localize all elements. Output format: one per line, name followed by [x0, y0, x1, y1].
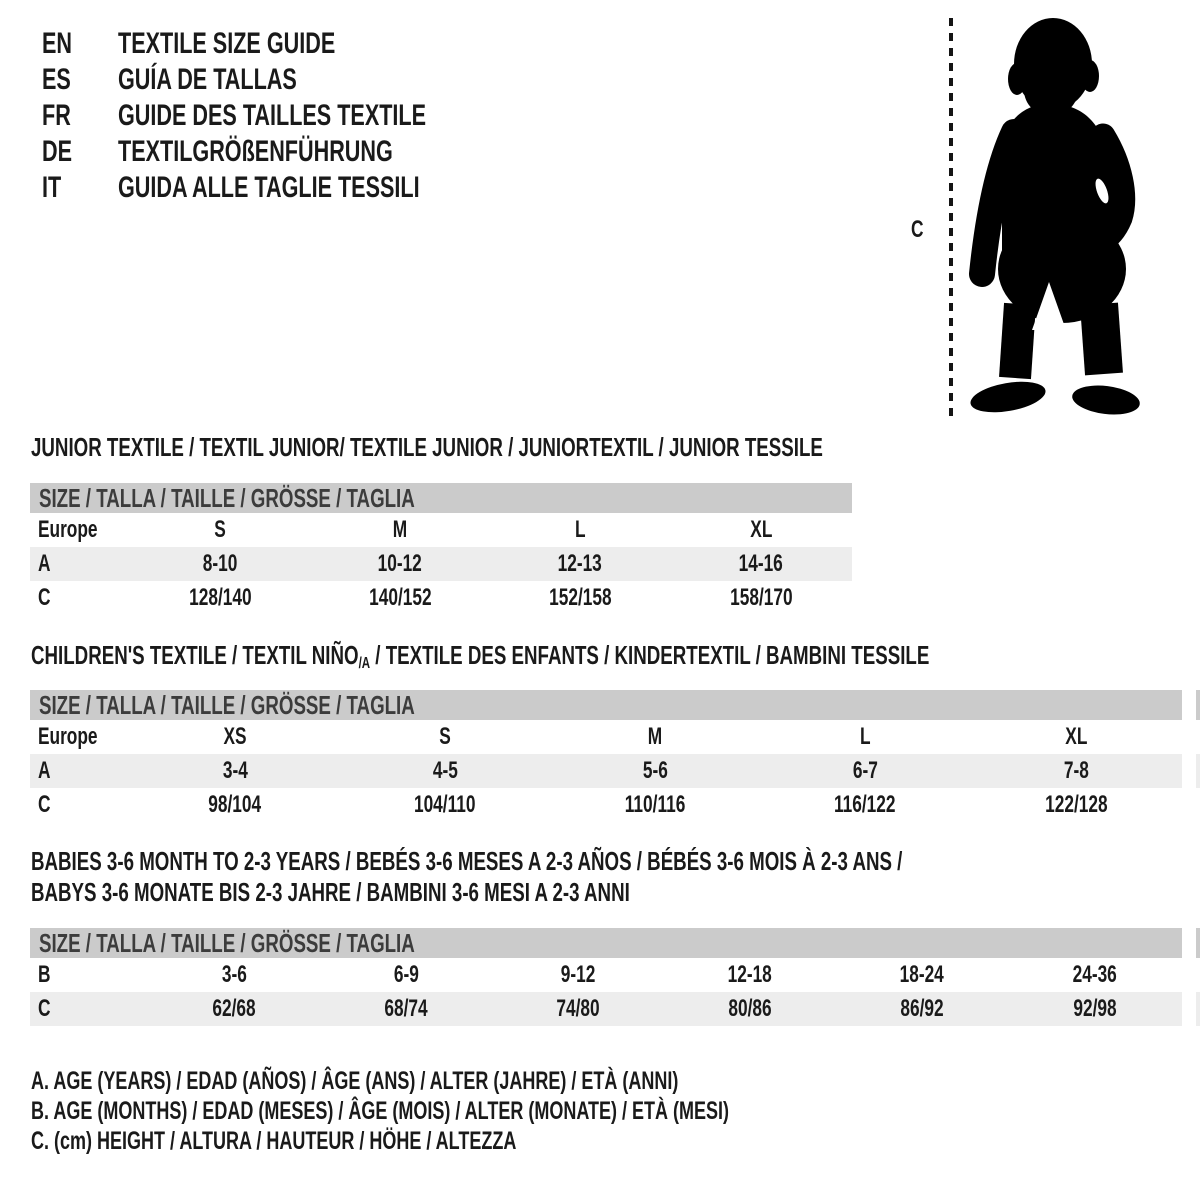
children-title-text: CHILDREN'S TEXTILE / TEXTIL NIÑO: [31, 640, 359, 670]
guide-title-en: TEXTILE SIZE GUIDE: [118, 27, 336, 60]
size-header-bar: SIZE / TALLA / TAILLE / GRÖSSE / TAGLIA: [39, 928, 415, 958]
size-cell: L: [574, 516, 586, 543]
size-cell: 6-9: [393, 961, 419, 988]
size-cell: 158/170: [729, 584, 793, 611]
size-cell: 140/152: [368, 584, 432, 611]
language-code: EN: [42, 27, 73, 60]
measurement-legend: [31, 1066, 1000, 1156]
size-cell: 68/74: [384, 995, 428, 1022]
size-cell: 62/68: [212, 995, 256, 1022]
babies-title-line1: BABIES 3-6 MONTH TO 2-3 YEARS / BEBÉS 3-6 MESES A 2-3 AÑOS / BÉBÉS 3-6 MOIS À 2-3 ANS /: [31, 846, 903, 876]
size-cell: XS: [223, 723, 247, 750]
guide-title-fr: GUIDE DES TAILLES TEXTILE: [118, 99, 427, 132]
row-label: A: [38, 757, 51, 784]
size-cell: 12-13: [557, 550, 603, 577]
language-row-it: [42, 170, 546, 206]
size-cell: M: [647, 723, 663, 750]
babies-table-edge-sliver: [1196, 928, 1200, 1026]
table-row-height: [30, 581, 852, 615]
row-label: C: [38, 995, 51, 1022]
children-title-sub: /A: [358, 655, 371, 672]
size-cell: S: [439, 723, 451, 750]
table-row-age-months: [30, 958, 1182, 992]
language-code: FR: [42, 99, 71, 132]
children-title-text: / TEXTILE DES ENFANTS / KINDERTEXTIL / BAMBINI TESSILE: [370, 640, 930, 670]
children-section-title: [31, 640, 1200, 673]
size-cell: 116/122: [834, 791, 896, 818]
size-cell: 8-10: [202, 550, 238, 577]
height-measure-line: [949, 18, 953, 420]
junior-size-table: [30, 483, 852, 615]
junior-section-title: JUNIOR TEXTILE / TEXTIL JUNIOR/ TEXTILE JUNIOR / JUNIORTEXTIL / JUNIOR TESSILE: [31, 432, 823, 462]
size-cell: 3-4: [222, 757, 248, 784]
legend-line-age-months: B. AGE (MONTHS) / EDAD (MESES) / ÂGE (MOIS) / ALTER (MONATE) / ETÀ (MESI): [31, 1097, 729, 1125]
size-cell: S: [214, 516, 226, 543]
size-cell: 3-6: [221, 961, 247, 988]
size-cell: 5-6: [642, 757, 668, 784]
language-code: ES: [42, 63, 71, 96]
size-cell: 74/80: [556, 995, 600, 1022]
language-row-en: [42, 26, 546, 62]
table-row-height: [30, 992, 1182, 1026]
row-label: A: [38, 550, 51, 577]
size-cell: L: [859, 723, 871, 750]
row-label: Europe: [38, 516, 98, 543]
row-label: B: [38, 961, 51, 988]
size-cell: 4-5: [432, 757, 458, 784]
row-label: C: [38, 584, 51, 611]
language-row-fr: [42, 98, 546, 134]
babies-section-title: [31, 846, 1200, 908]
size-cell: 128/140: [188, 584, 252, 611]
children-table-edge-sliver: [1196, 690, 1200, 822]
size-cell: 104/110: [414, 791, 476, 818]
language-code: IT: [42, 171, 62, 204]
children-size-table: [30, 690, 1182, 822]
size-cell: 6-7: [852, 757, 878, 784]
size-cell: 152/158: [548, 584, 612, 611]
row-label: Europe: [38, 723, 98, 750]
guide-title-es: GUÍA DE TALLAS: [118, 63, 297, 96]
legend-line-height: C. (cm) HEIGHT / ALTURA / HAUTEUR / HÖHE / ALTEZZA: [31, 1127, 517, 1155]
guide-title-it: GUIDA ALLE TAGLIE TESSILI: [118, 171, 420, 204]
size-cell: 86/92: [900, 995, 944, 1022]
size-cell: 92/98: [1073, 995, 1117, 1022]
size-cell: 10-12: [377, 550, 423, 577]
babies-size-table: [30, 928, 1182, 1026]
size-cell: 24-36: [1072, 961, 1118, 988]
table-row-europe: [30, 720, 1182, 754]
language-header: [42, 26, 546, 206]
size-cell: M: [392, 516, 408, 543]
size-cell: 98/104: [208, 791, 262, 818]
babies-title-line2: BABYS 3-6 MONATE BIS 2-3 JAHRE / BAMBINI 3-6 MESI A 2-3 ANNI: [31, 877, 630, 907]
size-cell: XL: [1064, 723, 1088, 750]
size-cell: 14-16: [738, 550, 784, 577]
size-cell: 7-8: [1063, 757, 1089, 784]
toddler-silhouette-icon: [962, 16, 1144, 420]
size-cell: 80/86: [728, 995, 772, 1022]
language-code: DE: [42, 135, 73, 168]
language-row-es: [42, 62, 546, 98]
table-row-age-years: [30, 754, 1182, 788]
row-label: C: [38, 791, 51, 818]
table-row-age-years: [30, 547, 852, 581]
size-cell: XL: [749, 516, 773, 543]
legend-line-age-years: A. AGE (YEARS) / EDAD (AÑOS) / ÂGE (ANS) / ALTER (JAHRE) / ETÀ (ANNI): [31, 1067, 679, 1095]
size-cell: 122/128: [1044, 791, 1108, 818]
height-measure-label: C: [911, 216, 924, 243]
height-figure: [905, 10, 1200, 430]
table-row-europe: [30, 513, 852, 547]
guide-title-de: TEXTILGRÖßENFÜHRUNG: [118, 135, 393, 168]
table-row-height: [30, 788, 1182, 822]
size-cell: 9-12: [560, 961, 596, 988]
size-cell: 110/116: [624, 791, 686, 818]
size-header-bar: SIZE / TALLA / TAILLE / GRÖSSE / TAGLIA: [39, 483, 415, 513]
size-cell: 18-24: [899, 961, 945, 988]
language-row-de: [42, 134, 546, 170]
size-header-bar: SIZE / TALLA / TAILLE / GRÖSSE / TAGLIA: [39, 690, 415, 720]
size-cell: 12-18: [727, 961, 773, 988]
